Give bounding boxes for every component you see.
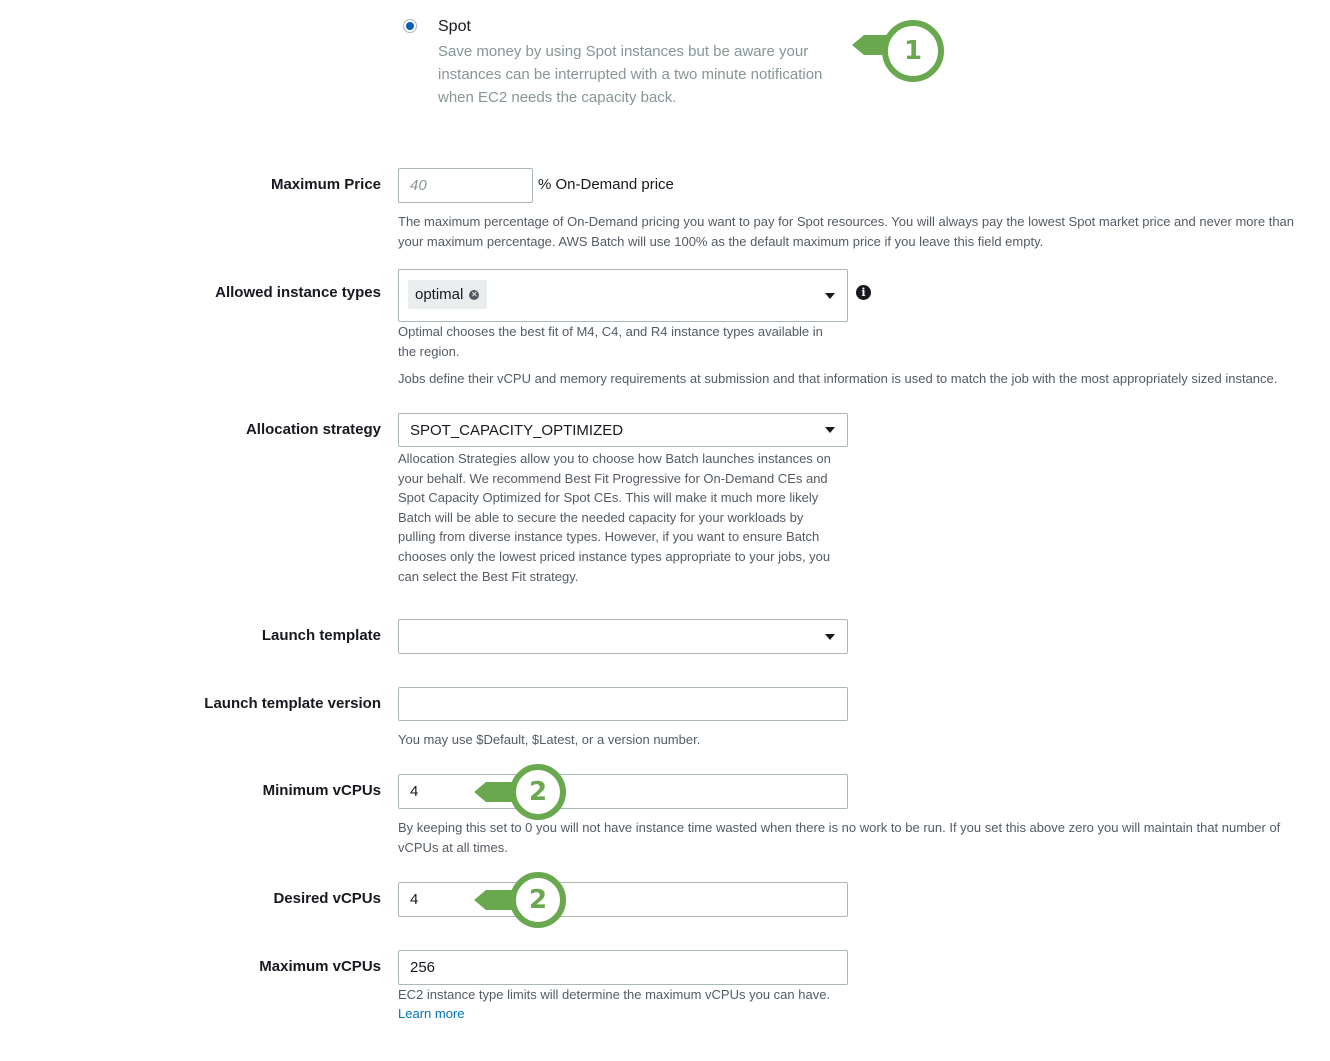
callout-marker-1	[852, 20, 944, 84]
instance-types-help-secondary: Jobs define their vCPU and memory requirements at submission and that information is used to match the job with the most appropriately sized instance.	[398, 371, 1278, 386]
callout-marker-2	[474, 762, 568, 822]
token-label: optimal	[415, 286, 464, 303]
chevron-down-icon	[825, 634, 835, 640]
max-price-label: Maximum Price	[270, 176, 381, 193]
max-vcpus-help: EC2 instance type limits will determine the maximum vCPUs you can have.	[398, 987, 831, 1002]
callout-marker-2b	[474, 870, 568, 930]
min-vcpus-input[interactable]: 4	[398, 774, 848, 809]
callout-number: 2	[510, 872, 566, 928]
max-vcpus-label: Maximum vCPUs	[259, 958, 381, 975]
desired-vcpus-label: Desired vCPUs	[273, 890, 381, 907]
max-price-help: The maximum percentage of On-Demand pricing you want to pay for Spot resources. You will always pay the lowest Spot market price and never more than your maximum percentage. AWS Batch will use 100% as the default maximum price if you leave this field empty.	[398, 214, 1295, 249]
learn-more-link[interactable]: Learn more	[398, 1006, 465, 1021]
info-icon[interactable]: i	[856, 285, 871, 300]
max-price-suffix: % On-Demand price	[538, 176, 674, 193]
launch-template-version-help: You may use $Default, $Latest, or a version number.	[398, 732, 701, 747]
allocation-strategy-help: Allocation Strategies allow you to choose how Batch launches instances on your behalf. We recommend Best Fit Progressive for On-Demand CEs and Spot Capacity Optimized for Spot CEs. This will make it much more likely Batch will be able to secure the needed capacity for your workloads by pulling from diverse instance types. However, if you want to ensure Batch chooses only the lowest priced instance types appropriate to your jobs, you can select the Best Fit strategy.	[398, 451, 831, 584]
max-vcpus-input[interactable]: 256	[398, 950, 848, 985]
launch-template-version-input[interactable]	[398, 687, 848, 721]
chevron-down-icon	[825, 293, 835, 299]
launch-template-select[interactable]	[398, 619, 848, 654]
callout-number: 2	[510, 764, 566, 820]
desired-vcpus-input[interactable]: 4	[398, 882, 848, 917]
callout-number: 1	[882, 20, 944, 82]
min-vcpus-help: By keeping this set to 0 you will not have instance time wasted when there is no work to be run. If you set this above zero you will maintain that number of vCPUs at all times.	[398, 820, 1281, 855]
spot-label[interactable]: Spot	[438, 18, 471, 35]
radio-selected-dot	[406, 22, 414, 30]
allocation-strategy-value: SPOT_CAPACITY_OPTIMIZED	[410, 421, 624, 439]
allocation-strategy-select[interactable]	[398, 413, 848, 447]
launch-template-version-label: Launch template version	[204, 695, 381, 712]
max-price-input[interactable]: 40	[398, 168, 533, 203]
spot-radio[interactable]	[403, 19, 417, 33]
remove-token-icon[interactable]: ✕	[471, 289, 478, 299]
min-vcpus-label: Minimum vCPUs	[262, 782, 381, 799]
instance-types-help: Optimal chooses the best fit of M4, C4, and R4 instance types available in the region.	[398, 324, 823, 359]
allocation-strategy-label: Allocation strategy	[245, 421, 381, 438]
instance-types-label: Allowed instance types	[215, 284, 381, 301]
chevron-down-icon	[825, 427, 835, 433]
instance-type-token	[408, 280, 487, 309]
launch-template-label: Launch template	[261, 627, 381, 644]
spot-description: Save money by using Spot instances but be aware your instances can be interrupted with a two minute notification when EC2 needs the capacity back.	[438, 43, 823, 106]
